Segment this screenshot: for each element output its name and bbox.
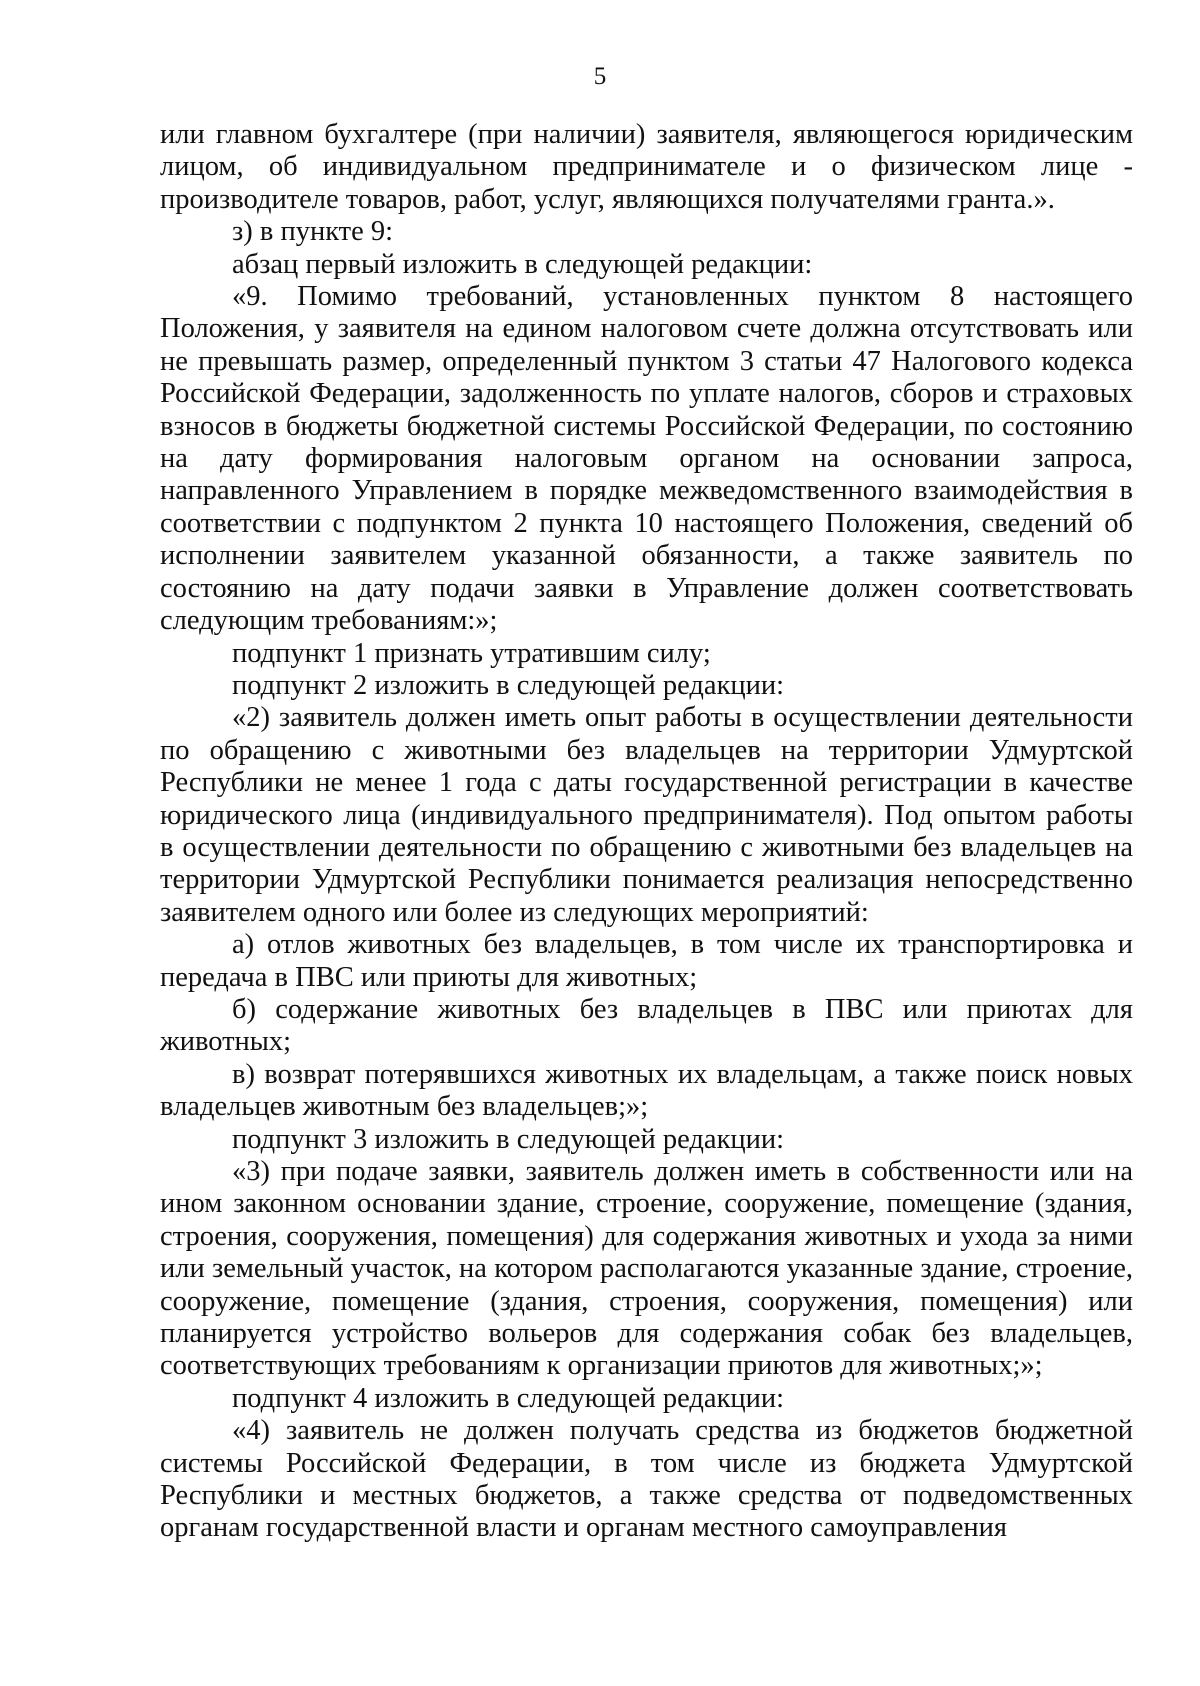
document-body bbox=[160, 119, 1133, 1545]
paragraph-subpoint-3: «3) при подаче заявки, заявитель должен иметь в собственности или на ином законном основании здание, строение, сооружение, помещение (здания, строения, сооружения, помещения) для содержания животных и ухода за ними или земельный участок, на котором располагаются указанные здание, строение, сооружение, помещение (здания, строения, сооружения, помещения) или планируется устройство вольеров для содержания собак без владельцев, соответствующих требованиям к организации приютов для животных;»; bbox=[160, 1156, 1133, 1382]
paragraph-subpoint-3-intro: подпункт 3 изложить в следующей редакции: bbox=[232, 1123, 785, 1155]
paragraph-item-a: а) отлов животных без владельцев, в том числе их транспортировка и передача в ПВС или приюты для животных; bbox=[160, 929, 1133, 993]
paragraph-subpoint-2-intro: подпункт 2 изложить в следующей редакции: bbox=[232, 669, 785, 701]
paragraph-first-abzac: абзац первый изложить в следующей редакции: bbox=[232, 248, 813, 280]
paragraph-subpoint-4: «4) заявитель не должен получать средства из бюджетов бюджетной системы Российской Федерации, в том числе из бюджета Удмуртской Республики и местных бюджетов, а также средства от подведомственных органам государственной власти и органам местного самоуправления bbox=[160, 1415, 1133, 1544]
paragraph-subpoint-1: подпункт 1 признать утратившим силу; bbox=[232, 637, 711, 669]
paragraph-subpoint-2: «2) заявитель должен иметь опыт работы в осуществлении деятельности по обращению с животными без владельцев на территории Удмуртской Республики не менее 1 года с даты государственной регистрации в качестве юридического лица (индивидуального предпринимателя). Под опытом работы в осуществлении деятельности по обращению с животными без владельцев на территории Удмуртской Республики понимается реализация непосредственно заявителем одного или более из следующих мероприятий: bbox=[160, 702, 1133, 928]
page-number: 5 bbox=[593, 63, 607, 90]
paragraph-subpoint-4-intro: подпункт 4 изложить в следующей редакции: bbox=[232, 1382, 785, 1414]
paragraph-item-b: б) содержание животных без владельцев в ПВС или приютах для животных; bbox=[160, 993, 1133, 1058]
paragraph-grant-recipients: или главном бухгалтере (при наличии) заявителя, являющегося юридическим лицом, об индивидуальном предпринимателе и о физическом лице - производителе товаров, работ, услуг, являющихся получателями гранта.». bbox=[160, 119, 1133, 215]
paragraph-item-v: в) возврат потерявшихся животных их владельцам, а также поиск новых владельцев животным без владельцев;»; bbox=[160, 1058, 1133, 1123]
paragraph-point-9: «9. Помимо требований, установленных пунктом 8 настоящего Положения, у заявителя на едином налоговом счете должна отсутствовать или не превышать размер, определенный пунктом 3 статьи 47 Налогового кодекса Российской Федерации, задолженность по уплате налогов, сборов и страховых взносов в бюджеты бюджетной системы Российской Федерации, по состоянию на дату формирования налоговым органом на основании запроса, направленного Управлением в порядке межведомственного взаимодействия в соответствии с подпунктом 2 пункта 10 настоящего Положения, сведений об исполнении заявителем указанной обязанности, а также заявитель по состоянию на дату подачи заявки в Управление должен соответствовать следующим требованиям:»; bbox=[160, 281, 1133, 637]
paragraph-item-z: з) в пункте 9: bbox=[232, 216, 394, 248]
